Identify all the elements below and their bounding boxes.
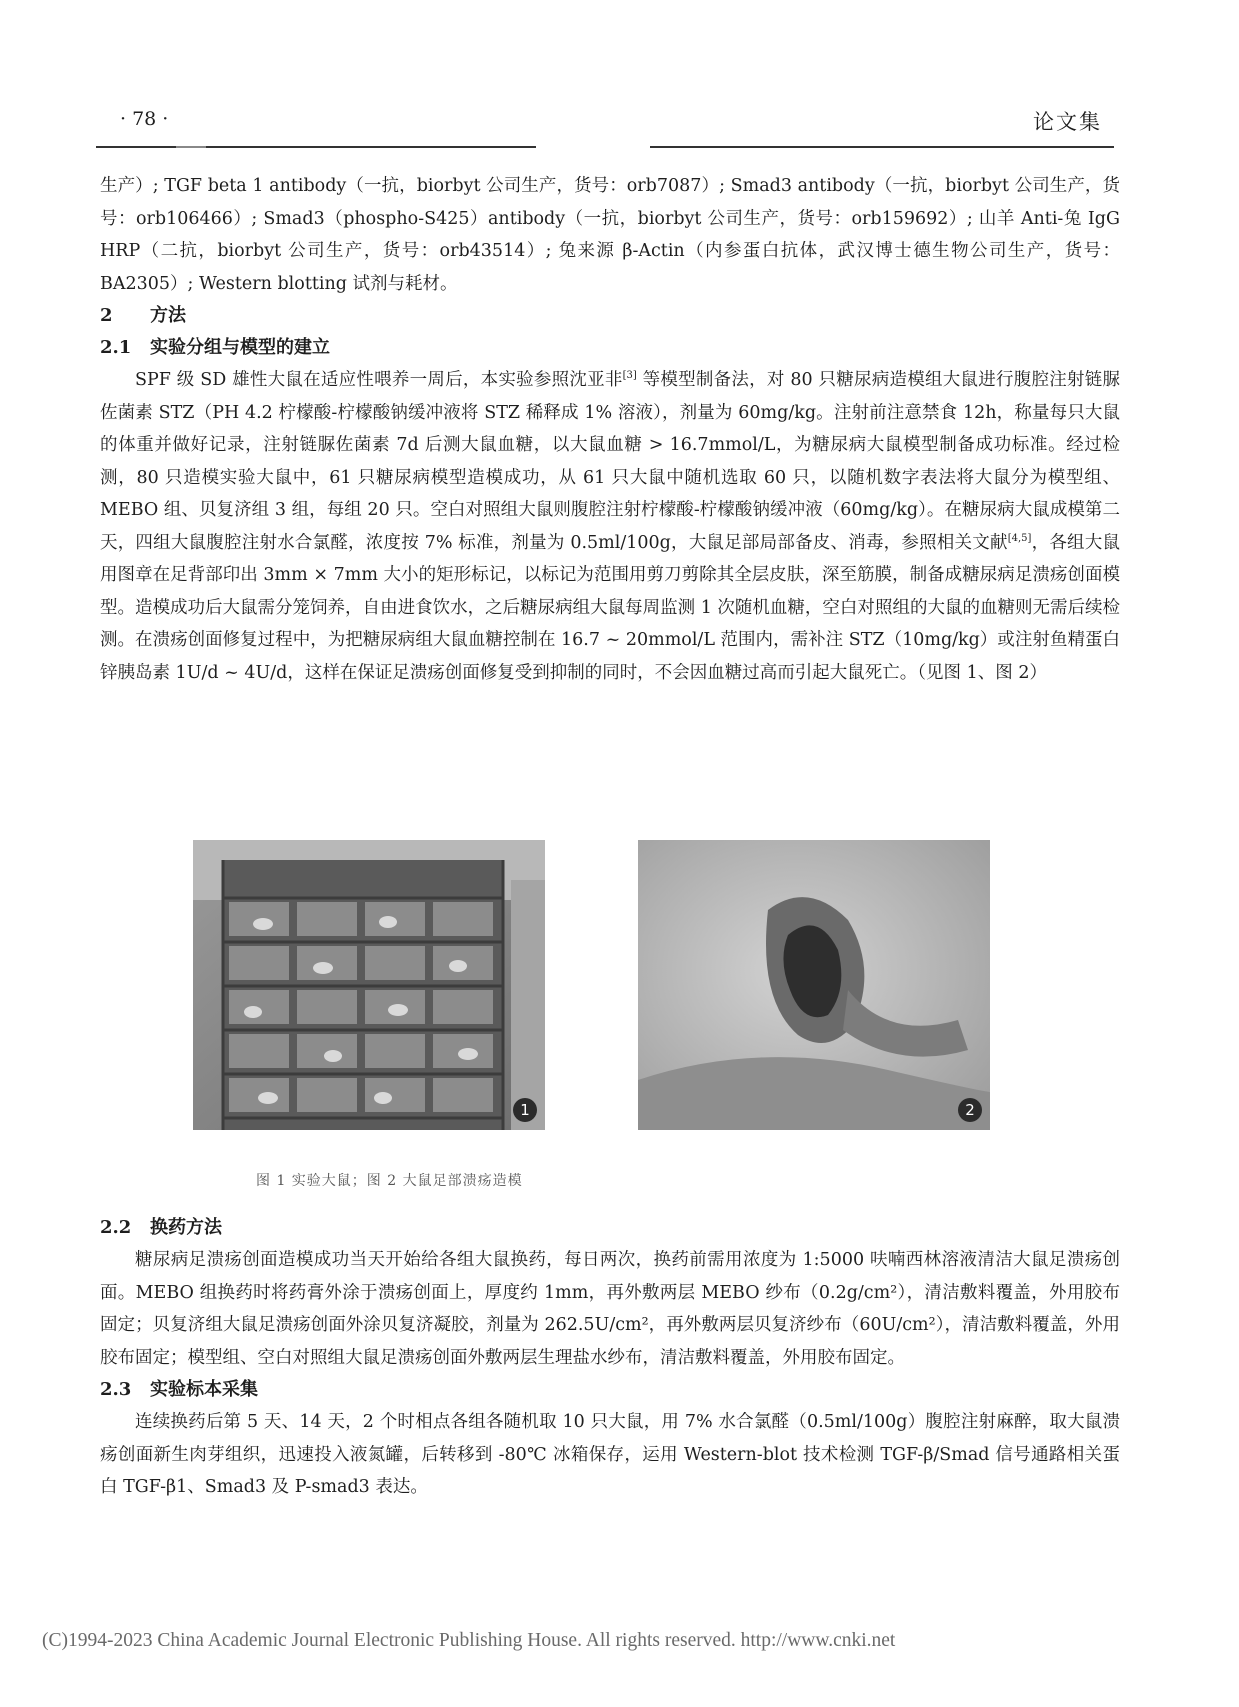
subsection-title: 换药方法 xyxy=(150,1217,222,1238)
rat-foot-ulcer-image xyxy=(638,840,990,1130)
header-rule xyxy=(96,146,176,148)
text-run: ，各组大鼠用图章在足背部印出 3mm × 7mm 大小的矩形标记，以标记为范围用剪刀剪除其全层皮肤，深至筋膜，制备成糖尿病足溃疡创面模型。造模成功后大鼠需分笼饲养，自由进食饮水，之后糖尿病组大鼠每周监测 1 次随机血糖，空白对照组的大鼠的血糖则无需后续检测。在溃疡创面修复过程中，为把糖尿病组大鼠血糖控制在 16.7 ~ 20mmol/L 范围内，需补注 STZ（10mg/kg）或注射鱼精蛋白锌胰岛素 1U/d ~ 4U/d，这样在保证足溃疡创面修复受到抑制的同时，不会因血糖过高而引起大鼠死亡。（见图 1、图 2） xyxy=(100,532,1120,683)
figure-1-photo xyxy=(193,840,545,1130)
subsection-number: 2.1 xyxy=(100,337,132,358)
citation-ref: [3] xyxy=(622,370,637,382)
copyright-footer: (C)1994-2023 China Academic Journal Electronic Publishing House. All rights reserved. http://www.cnki.net xyxy=(42,1630,896,1651)
header-rule xyxy=(206,146,536,148)
subsection-heading-2-3 xyxy=(100,1374,1120,1406)
materials-paragraph: 生产）; TGF beta 1 antibody（一抗，biorbyt 公司生产，货号：orb7087）; Smad3 antibody（一抗，biorbyt 公司生产，货号：orb106466）; Smad3（phospho-S425）antibody（一抗，biorbyt 公司生产，货号：orb159692）; 山羊 Anti-兔 IgG HRP（二抗，biorbyt 公司生产，货号：orb43514）; 兔来源 β-Actin（内参蛋白抗体，武汉博士德生物公司生产，货号：BA2305）; Western blotting 试剂与耗材。 xyxy=(100,176,1120,294)
section-heading-2 xyxy=(100,300,1120,332)
subsection-number: 2.3 xyxy=(100,1379,132,1400)
grouping-paragraph xyxy=(100,364,1120,689)
section-number: 2 xyxy=(100,305,113,326)
specimen-collection-paragraph: 连续换药后第 5 天、14 天，2 个时相点各组各随机取 10 只大鼠，用 7% 水合氯醛（0.5ml/100g）腹腔注射麻醉，取大鼠溃疡创面新生肉芽组织，迅速投入液氮罐，后转移到 -80℃ 冰箱保存，运用 Western-blot 技术检测 TGF-β/Smad 信号通路相关蛋白 TGF-β1、Smad3 及 P-smad3 表达。 xyxy=(100,1412,1120,1497)
citation-ref: [4,5] xyxy=(1007,532,1032,544)
body-text-top xyxy=(100,170,1120,689)
figure-2-photo xyxy=(638,840,990,1130)
subsection-title: 实验分组与模型的建立 xyxy=(150,337,330,358)
figure-area xyxy=(0,840,1239,1140)
subsection-heading-2-2 xyxy=(100,1212,1120,1244)
figure-1-number-badge: 1 xyxy=(513,1098,537,1122)
page-number: · 78 · xyxy=(120,108,169,130)
body-text-bottom xyxy=(100,1212,1120,1504)
header-rule xyxy=(650,146,1114,148)
subsection-number: 2.2 xyxy=(100,1217,132,1238)
section-title: 方法 xyxy=(150,305,186,326)
subsection-title: 实验标本采集 xyxy=(150,1379,258,1400)
figure-caption: 图 1 实验大鼠；图 2 大鼠足部溃疡造模 xyxy=(256,1173,523,1189)
figure-2-number-badge: 2 xyxy=(958,1098,982,1122)
header-rule-gap xyxy=(176,146,206,148)
subsection-heading-2-1 xyxy=(100,332,1120,364)
page-header xyxy=(96,108,1114,138)
dressing-change-paragraph: 糖尿病足溃疡创面造模成功当天开始给各组大鼠换药，每日两次，换药前需用浓度为 1:5000 呋喃西林溶液清洁大鼠足溃疡创面。MEBO 组换药时将药膏外涂于溃疡创面上，厚度约 1mm，再外敷两层 MEBO 纱布（0.2g/cm²），清洁敷料覆盖，外用胶布固定；贝复济组大鼠足溃疡创面外涂贝复济凝胶，剂量为 262.5U/cm²，再外敷两层贝复济纱布（60U/cm²），清洁敷料覆盖，外用胶布固定；模型组、空白对照组大鼠足溃疡创面外敷两层生理盐水纱布，清洁敷料覆盖，外用胶布固定。 xyxy=(100,1250,1120,1368)
journal-title: 论文集 xyxy=(1033,110,1102,134)
text-run: SPF 级 SD 雄性大鼠在适应性喂养一周后，本实验参照沈亚非 xyxy=(135,370,623,390)
rat-cages-image xyxy=(193,840,545,1130)
text-run: 等模型制备法，对 80 只糖尿病造模组大鼠进行腹腔注射链脲佐菌素 STZ（PH 4.2 柠檬酸-柠檬酸钠缓冲液将 STZ 稀释成 1% 溶液），剂量为 60mg/kg。注射前注意禁食 12h，称量每只大鼠的体重并做好记录，注射链脲佐菌素 7d 后测大鼠血糖，以大鼠血糖 > 16.7mmol/L，为糖尿病大鼠模型制备成功标准。经过检测，80 只造模实验大鼠中，61 只糖尿病模型造模成功，从 61 只大鼠中随机选取 60 只，以随机数字表法将大鼠分为模型组、MEBO 组、贝复济组 3 组，每组 20 只。空白对照组大鼠则腹腔注射柠檬酸-柠檬酸钠缓冲液（60mg/kg）。在糖尿病大鼠成模第二天，四组大鼠腹腔注射水合氯醛，浓度按 7% 标准，剂量为 0.5ml/100g，大鼠足部局部备皮、消毒，参照相关文献 xyxy=(100,370,1120,553)
